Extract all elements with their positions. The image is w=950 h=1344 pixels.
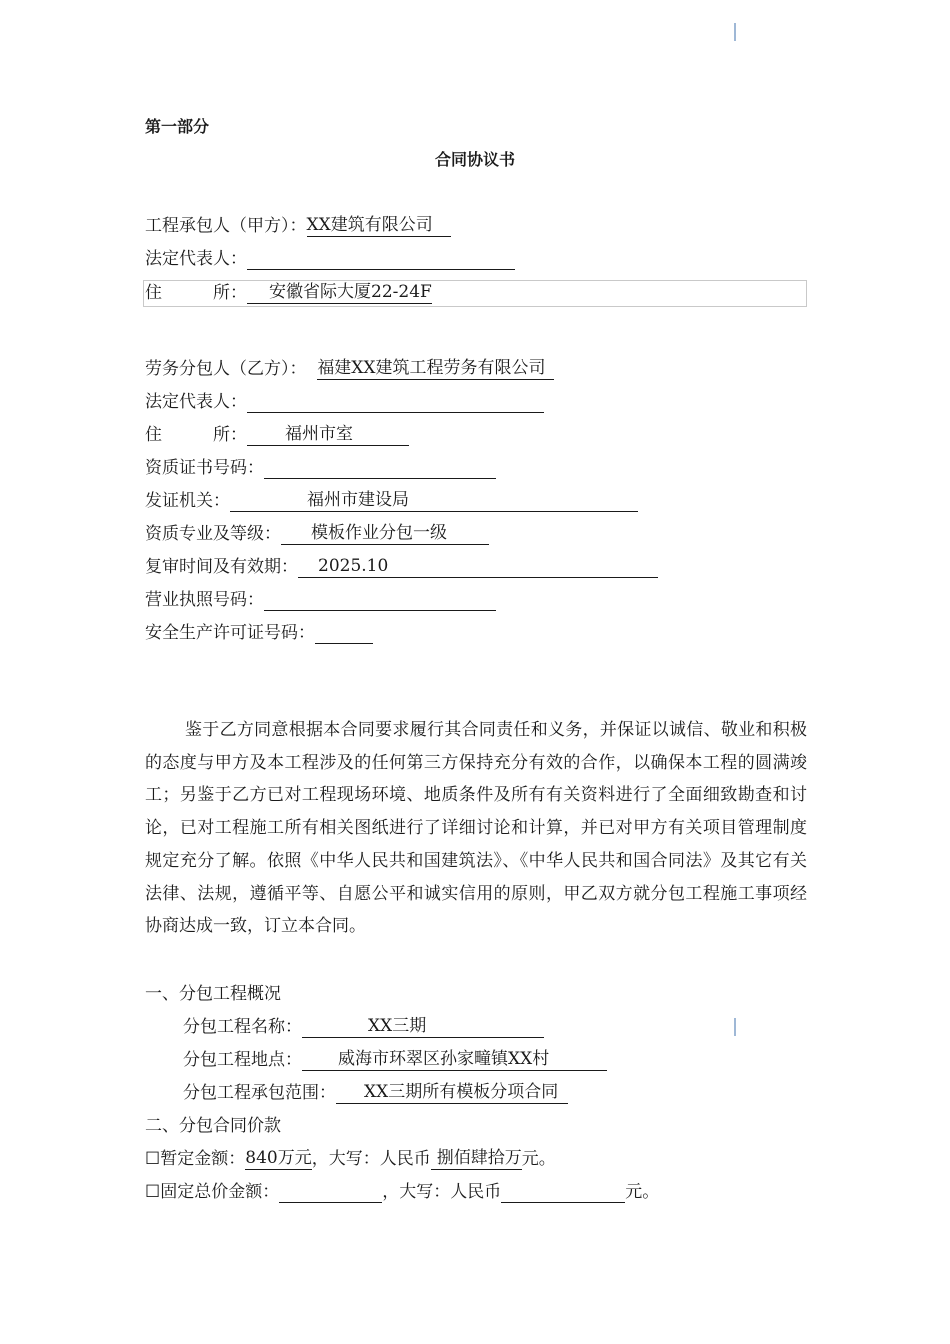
grade-value[interactable]: 模板作业分包一级 <box>281 523 489 545</box>
checkbox-icon[interactable]: ☐ <box>145 1182 161 1202</box>
provisional-amount <box>145 1148 556 1170</box>
party-b-cert-no <box>145 457 496 479</box>
upper-label: ，大写：人民币 <box>382 1182 502 1202</box>
cursor-mark <box>734 23 736 41</box>
yuan-end: 元。 <box>625 1182 660 1202</box>
project-scope-value[interactable]: XX三期所有模板分项合同 <box>336 1082 568 1104</box>
cert-no-field[interactable] <box>264 457 496 479</box>
upper-label: ，大写：人民币 <box>311 1149 431 1169</box>
rep-field[interactable] <box>247 391 544 413</box>
label: 资质专业及等级： <box>145 524 281 544</box>
review-value[interactable]: 2025.10 <box>298 556 658 578</box>
party-b-grade <box>145 523 489 545</box>
party-b-rep <box>145 391 544 413</box>
address-value[interactable]: 福州市室 <box>247 424 409 446</box>
label: 住 所： <box>145 283 247 303</box>
provisional-value[interactable]: 840万元 <box>245 1148 312 1168</box>
label: 暂定金额： <box>160 1149 246 1169</box>
project-scope <box>183 1082 568 1104</box>
label: 安全生产许可证号码： <box>145 623 315 643</box>
label: 复审时间及有效期： <box>145 557 298 577</box>
section1-heading: 一、分包工程概况 <box>145 984 281 1004</box>
label: 分包工程承包范围： <box>183 1083 336 1103</box>
address-value[interactable]: 安徽省际大厦22-24F <box>247 282 432 304</box>
provisional-upper-value[interactable]: 捌佰肆拾万 <box>431 1148 522 1170</box>
label: 固定总价金额： <box>160 1182 280 1202</box>
fixed-amount <box>145 1181 659 1203</box>
safety-field[interactable] <box>315 622 373 644</box>
fixed-upper-field[interactable] <box>501 1181 625 1203</box>
section2-heading: 二、分包合同价款 <box>145 1116 281 1136</box>
party-a-contractor <box>145 215 451 237</box>
doc-title: 合同协议书 <box>434 150 515 169</box>
issuer-value[interactable]: 福州市建设局 <box>230 490 638 512</box>
license-field[interactable] <box>264 589 496 611</box>
party-b-sub <box>145 358 554 380</box>
label: 劳务分包人（乙方）： <box>145 359 307 379</box>
label: 法定代表人： <box>145 392 247 412</box>
preamble-paragraph: 鉴于乙方同意根据本合同要求履行其合同责任和义务，并保证以诚信、敬业和积极的态度与甲方及本工程涉及的任何第三方保持充分有效的合作，以确保本工程的圆满竣工；另鉴于乙方已对工程现场环境、地质条件及所有有关资料进行了全面细致勘查和讨论，已对工程施工所有相关图纸进行了详细讨论和计算，并已对甲方有关项目管理制度规定充分了解。依照《中华人民共和国建筑法》、《中华人民共和国合同法》及其它有关法律、法规，遵循平等、自愿公平和诚实信用的原则，甲乙双方就分包工程施工事项经协商达成一致，订立本合同。 <box>145 720 807 937</box>
party-b-safety <box>145 622 373 644</box>
contractor-value[interactable]: XX建筑有限公司 <box>307 215 451 237</box>
party-a-rep <box>145 248 515 270</box>
label: 分包工程地点： <box>183 1050 302 1070</box>
project-location <box>183 1049 607 1071</box>
label: 法定代表人： <box>145 249 247 269</box>
project-name <box>183 1016 544 1038</box>
label: 资质证书号码： <box>145 458 264 478</box>
project-name-value[interactable]: XX三期 <box>302 1016 544 1038</box>
party-b-review <box>145 556 658 578</box>
party-b-license <box>145 589 496 611</box>
label: 发证机关： <box>145 491 230 511</box>
sub-value[interactable]: 福建XX建筑工程劳务有限公司 <box>317 358 553 380</box>
yuan-end: 元。 <box>521 1149 556 1169</box>
party-b-address <box>145 424 409 446</box>
party-a-address <box>145 282 432 304</box>
party-b-issuer <box>145 490 638 512</box>
label: 营业执照号码： <box>145 590 264 610</box>
cursor-mark <box>734 1018 736 1036</box>
label: 分包工程名称： <box>183 1017 302 1037</box>
rep-field[interactable] <box>247 248 515 270</box>
fixed-value-field[interactable] <box>279 1181 382 1203</box>
checkbox-icon[interactable]: ☐ <box>145 1149 161 1169</box>
label: 工程承包人（甲方）： <box>145 216 307 236</box>
project-location-value[interactable]: 威海市环翠区孙家疃镇XX村 <box>302 1049 607 1071</box>
part-label: 第一部分 <box>145 117 210 136</box>
label: 住 所： <box>145 425 247 445</box>
